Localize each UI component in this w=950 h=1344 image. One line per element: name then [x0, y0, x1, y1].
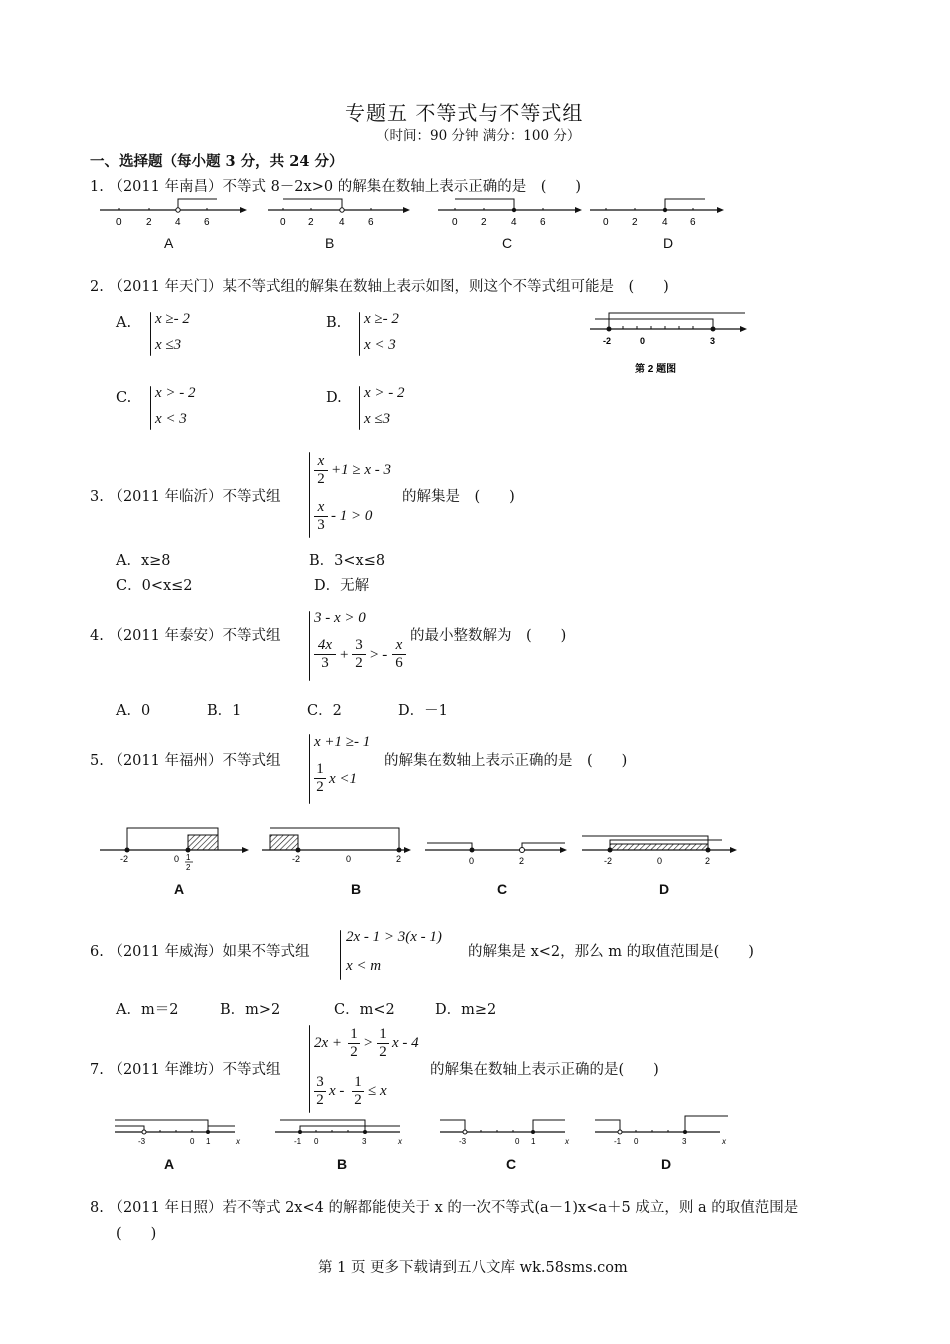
fraction-denominator: 6 [395, 655, 403, 671]
q1-option-b-line [268, 199, 410, 228]
option-label: B. [326, 315, 342, 331]
tick-label: -2 [120, 854, 129, 864]
tick-label: 2 [632, 217, 638, 228]
question-7 [90, 1058, 280, 1079]
tick-label: 0 [634, 1137, 639, 1146]
inequality: x ≥- 2 [155, 311, 190, 327]
tick-label: x [236, 1137, 240, 1146]
question-text: 不等式组 [222, 489, 281, 505]
tick-label: 6 [368, 217, 374, 228]
q7-option-a-line [115, 1120, 241, 1146]
tick-label: 4 [511, 217, 517, 228]
question-source: （2011 年天门） [108, 279, 223, 295]
brace [359, 312, 360, 356]
tick-label: 0 [174, 854, 180, 864]
q5-option-b-line [262, 828, 411, 864]
q2-option-b [326, 315, 341, 331]
tick-label: 6 [690, 217, 696, 228]
tick-label: 1 [531, 1137, 536, 1146]
option-label: B [337, 1156, 348, 1172]
fraction-numerator: 3 [355, 637, 363, 653]
question-source: （2011 年威海） [108, 944, 223, 960]
question-text: 不等式 8－2x>0 的解集在数轴上表示正确的是 ( ) [222, 179, 582, 195]
tick-label: 0 [116, 217, 122, 228]
question-4 [90, 624, 280, 645]
tick-label: 0 [515, 1137, 520, 1146]
question-source: （2011 年泰安） [108, 628, 223, 644]
tick-label: 2 [481, 217, 487, 228]
tick-label: -3 [459, 1137, 467, 1146]
fraction [314, 761, 326, 796]
question-number: 5. [90, 753, 104, 769]
tick-label: 0 [280, 217, 286, 228]
option-label: D [661, 1156, 672, 1172]
tick-label: 3 [682, 1137, 687, 1146]
question-source: （2011 年日照） [108, 1200, 223, 1216]
figure-caption: 第 2 题图 [635, 364, 677, 375]
answer-paren: ( ) [116, 1226, 157, 1242]
option-label: B [351, 881, 362, 897]
q7-option-c-line [440, 1120, 570, 1146]
tick-label: 2 [396, 854, 402, 864]
question-2 [90, 275, 669, 296]
inequality: x < m [346, 958, 382, 974]
operator: > - [370, 647, 388, 663]
fraction [352, 1074, 364, 1109]
inequality: ≤ x [368, 1083, 387, 1099]
question-source: （2011 年福州） [108, 753, 223, 769]
brace [340, 930, 341, 980]
tick-label: 3 [710, 336, 716, 346]
question-text: 的解集在数轴上表示正确的是( ) [430, 1062, 659, 1078]
option-label: D [659, 881, 670, 897]
option-label: A. [116, 315, 132, 331]
inequality: x <1 [329, 771, 358, 787]
question-source: （2011 年南昌） [108, 179, 223, 195]
tick-label: 2 [705, 856, 711, 866]
tick-label: 0 [603, 217, 609, 228]
fraction-denominator: 3 [317, 517, 325, 533]
fraction [314, 1074, 326, 1109]
q2-figure [585, 305, 755, 375]
tick-label: 4 [662, 217, 668, 228]
tick-label: 4 [339, 217, 345, 228]
fraction-denominator: 2 [350, 1044, 358, 1060]
option: C．0<x≤2 [116, 578, 193, 594]
fraction [314, 499, 328, 534]
tick-label: 6 [540, 217, 546, 228]
tick-label: -1 [294, 1137, 302, 1146]
fraction-denominator: 3 [321, 655, 329, 671]
question-number: 1. [90, 179, 104, 195]
page-subtitle: （时间：90 分钟 满分：100 分） [376, 128, 581, 144]
option-label: D [663, 235, 674, 251]
tick-label: 0 [190, 1137, 195, 1146]
fraction-denominator: 2 [316, 1092, 324, 1108]
tick-label: 2 [146, 217, 152, 228]
option-label: C. [116, 390, 132, 406]
tick-label: 0 [640, 336, 646, 346]
tick-label: -2 [604, 856, 613, 866]
option: A．x≥8 [116, 553, 171, 569]
tick-label: x [722, 1137, 726, 1146]
section-heading: 一、选择题（每小题 3 分，共 24 分） [90, 153, 344, 170]
question-5 [90, 749, 280, 770]
option: D．－1 [398, 703, 448, 719]
inequality: x ≤3 [364, 411, 391, 427]
tick-label: -2 [603, 336, 612, 346]
option-label: C [502, 235, 513, 251]
fraction-denominator: 2 [355, 655, 363, 671]
option: D．m≥2 [435, 1002, 497, 1018]
tick-label: -3 [138, 1137, 146, 1146]
inequality: +1 ≥ x - 3 [331, 462, 392, 478]
option: D．无解 [314, 578, 370, 594]
operator: > [364, 1035, 373, 1051]
option-label: B [325, 235, 335, 251]
tick-label: x [398, 1137, 402, 1146]
brace [309, 611, 310, 681]
question-3 [90, 485, 280, 506]
fraction-numerator: 3 [316, 1074, 324, 1090]
option: C．m<2 [334, 1002, 395, 1018]
option: A．m＝2 [116, 1002, 179, 1018]
fraction [352, 637, 366, 672]
q1-number-lines [95, 195, 755, 255]
fraction [348, 1026, 360, 1061]
page-footer: 第 1 页 更多下载请到五八文库 wk.58sms.com [318, 1260, 628, 1276]
question-text: 的解集是 x<2，那么 m 的取值范围是( ) [468, 944, 754, 960]
fraction [314, 453, 328, 488]
tick-label: 0 [346, 854, 352, 864]
inequality: x ≤3 [155, 337, 182, 353]
question-text: 的解集是 ( ) [402, 489, 515, 505]
fraction [314, 637, 336, 672]
tick-label: -1 [614, 1137, 622, 1146]
question-text: 的解集在数轴上表示正确的是 ( ) [384, 753, 628, 769]
q5-option-d-line [582, 836, 737, 866]
option: B．3<x≤8 [309, 553, 386, 569]
inequality: - 1 > 0 [331, 508, 373, 524]
question-text: 如果不等式组 [222, 944, 310, 960]
question-source: （2011 年潍坊） [108, 1062, 223, 1078]
q1-option-a-line [100, 199, 247, 228]
inequality: 2x - 1 > 3(x - 1) [346, 929, 442, 945]
inequality: x +1 ≥- 1 [314, 734, 371, 750]
question-number: 8. [90, 1200, 104, 1216]
tick-label: 2 [308, 217, 314, 228]
inequality: 2x + [314, 1035, 343, 1051]
fraction-numerator: 1 [354, 1074, 362, 1090]
q1-option-d-line [590, 199, 724, 228]
q7-option-b-line [275, 1120, 403, 1146]
tick-label: 6 [204, 217, 210, 228]
inequality: x ≥- 2 [364, 311, 399, 327]
operator: + [340, 647, 349, 663]
q7-option-d-line [595, 1116, 728, 1146]
tick-label: 0 [452, 217, 458, 228]
q2-option-c [116, 390, 131, 406]
tick-label: 1 [206, 1137, 211, 1146]
tick-label: 0 [314, 1137, 319, 1146]
tick-label: 1 [186, 853, 191, 862]
option-label: A [174, 881, 185, 897]
option-label: A [164, 235, 174, 251]
q7-number-lines [110, 1112, 740, 1152]
tick-label: 3 [362, 1137, 367, 1146]
fraction-denominator: 2 [379, 1044, 387, 1060]
question-number: 3. [90, 489, 104, 505]
q5-number-lines [100, 822, 750, 882]
inequality: 3 - x > 0 [314, 610, 366, 626]
brace [309, 452, 310, 538]
question-text: 不等式组 [222, 628, 281, 644]
option-label: A [164, 1156, 175, 1172]
fraction-numerator: 1 [350, 1026, 358, 1042]
fraction [392, 637, 406, 672]
option: B．1 [207, 703, 242, 719]
question-number: 2. [90, 279, 104, 295]
inequality: x - 4 [392, 1035, 419, 1051]
fraction-numerator: 1 [316, 761, 324, 777]
page-title: 专题五 不等式与不等式组 [345, 101, 584, 125]
q2-option-d [326, 390, 342, 406]
question-1 [90, 175, 581, 196]
q2-option-a [116, 315, 131, 331]
tick-label: 0 [657, 856, 663, 866]
fraction-denominator: 2 [317, 471, 325, 487]
inequality: x > - 2 [364, 385, 405, 401]
option-label: C [497, 881, 508, 897]
q5-option-a-line [100, 828, 249, 872]
inequality: x < 3 [155, 411, 187, 427]
question-6 [90, 940, 309, 961]
option-label: D. [326, 390, 342, 406]
q1-option-c-line [438, 199, 582, 228]
option: B．m>2 [220, 1002, 281, 1018]
question-text: 若不等式 2x<4 的解都能使关于 x 的一次不等式(a－1)x<a＋5 成立，则 a 的取值范围是 [222, 1200, 799, 1216]
option-label: C [506, 1156, 517, 1172]
question-number: 7. [90, 1062, 104, 1078]
fraction-numerator: 1 [379, 1026, 387, 1042]
brace [150, 386, 151, 430]
option: A．0 [116, 703, 151, 719]
brace [150, 312, 151, 356]
tick-label: x [565, 1137, 569, 1146]
fraction-numerator: 4x [317, 637, 333, 653]
fraction-denominator: 2 [316, 779, 324, 795]
question-text: 的最小整数解为 ( ) [410, 628, 567, 644]
question-text: 不等式组 [222, 753, 281, 769]
question-8 [90, 1196, 798, 1217]
fraction-numerator: x [317, 499, 325, 515]
fraction [377, 1026, 389, 1061]
inequality: x - [329, 1083, 345, 1099]
inequality: x < 3 [364, 337, 396, 353]
question-source: （2011 年临沂） [108, 489, 223, 505]
tick-label: 0 [469, 856, 475, 866]
tick-label: 2 [519, 856, 525, 866]
tick-label: -2 [292, 854, 301, 864]
brace [359, 386, 360, 430]
question-text: 不等式组 [222, 1062, 281, 1078]
brace [309, 734, 310, 804]
brace [309, 1025, 310, 1113]
inequality: x > - 2 [155, 385, 196, 401]
option: C．2 [307, 703, 342, 719]
fraction-numerator: x [317, 453, 325, 469]
question-number: 6. [90, 944, 104, 960]
question-text: 某不等式组的解集在数轴上表示如图，则这个不等式组可能是 ( ) [222, 279, 669, 295]
fraction-numerator: x [395, 637, 403, 653]
question-number: 4. [90, 628, 104, 644]
tick-label: 2 [186, 863, 191, 872]
tick-label: 4 [175, 217, 181, 228]
fraction-denominator: 2 [354, 1092, 362, 1108]
q5-option-c-line [425, 843, 567, 866]
